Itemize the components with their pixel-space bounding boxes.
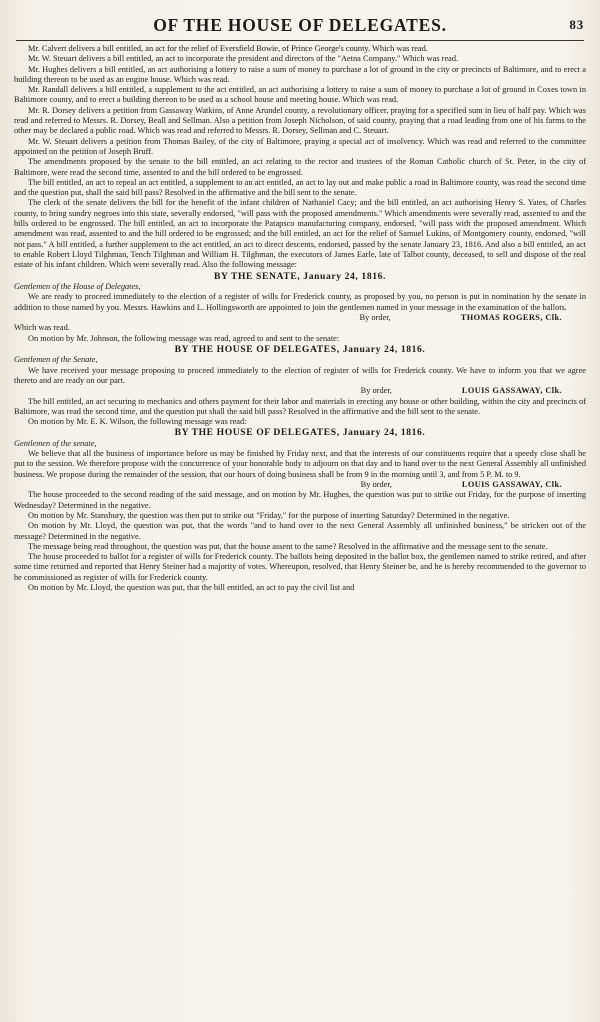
by-order-label: By order, bbox=[360, 480, 392, 490]
message-signature bbox=[14, 313, 586, 323]
page-header bbox=[14, 10, 586, 40]
message-text: We have received your message proposing to proceed immediately to the election of register of wills for Frederick county. We have to inform you that we agree thereto and are ready on our part. bbox=[14, 365, 586, 385]
message-heading: BY THE HOUSE OF DELEGATES, January 24, 1816. bbox=[174, 343, 426, 355]
message-signature bbox=[14, 480, 586, 490]
paragraph: Mr. W. Steuart delivers a bill entitled, an act to incorporate the president and directors of the "Aetna Company." Which was read. bbox=[28, 54, 459, 64]
page-number: 83 bbox=[569, 17, 584, 32]
paragraph: Mr. Hughes delivers a bill entitled, an act authorising a lottery to raise a sum of money to purchase a lot of ground in the city or precincts of Baltimore, and to erect a building thereon to be used as an engine house. Which was read. bbox=[14, 64, 586, 84]
message-text: We believe that all the business of importance before us may be finished by Friday next, and that the interests of our constituents require that a speedy close shall be put to the session. We therefore propose with the concurrence of your honorable body to adjourn on that day and to hand over to the next General Assembly all unfinished business. We propose during the remainder of the session, that our hours of doing business shall be from 9 in the morning until 3, and from 5 P. M. to 9. bbox=[14, 449, 586, 479]
by-order-label: By order, bbox=[360, 386, 392, 396]
message-salutation: Gentlemen of the House of Delegates, bbox=[14, 282, 141, 292]
running-title: OF THE HOUSE OF DELEGATES. bbox=[153, 15, 447, 35]
paragraph: The amendments proposed by the senate to the bill entitled, an act relating to the rector and trustees of the Roman Catholic church of St. Peter, in the city of Baltimore, were read the second time, assented to and the bill ordered to be engrossed. bbox=[14, 157, 586, 177]
paragraph: On motion by Mr. Lloyd, the question was put, that the words "and to hand over to the next General Assembly all unfinished business," be stricken out of the message? Determined in the negative. bbox=[14, 521, 586, 541]
message-heading: BY THE SENATE, January 24, 1816. bbox=[213, 270, 387, 282]
message-signature bbox=[14, 386, 586, 396]
paragraph: Mr. Randall delivers a bill entitled, a supplement to the act entitled, an act authorising a lottery to raise a sum of money to purchase a lot of ground in Coxes town in Baltimore county, and to erect a building thereon to be used as a school house and meeting house. Which was read. bbox=[14, 85, 586, 105]
message-salutation: Gentlemen of the senate, bbox=[14, 438, 97, 448]
paragraph: The clerk of the senate delivers the bill for the benefit of the infant children of Nathaniel Cacy; and the bill entitled, an act authorising Henry S. Yates, of Charles county, to bring sundry negroes into this state, severally endorsed, "will pass with the proposed amendments." Which amendments were severally read, assented to and the bills ordered to be engrossed. The bill entitled, an act to incorporate the Patapsco manufacturing company, endorsed, "will pass with the proposed amendment. Which amendment was read, assented to and the bill ordered to be engrossed; and the bill entitled, an act for the relief of Samuel Lukins, of Montgomery county, endorsed, "will not pass." A bill entitled, a further supplement to the act entitled, an act to direct descents, endorsed, passed by the senate January 23, 1816. And also a bill entitled, an act to enable Robert Lloyd Tilghman, Tench Tilghman and William H. Tilghman, the executors of James Earle, late of Talbot county, deceased, to sell and dispose of the real estate of his infant children. Which were severally read. Also the following message: bbox=[14, 198, 586, 270]
paragraph: Mr. W. Steuart delivers a petition from Thomas Bailey, of the city of Baltimore, praying a special act of insolvency. Which was read and referred to the committee appointed on the petition of Joseph Bruff. bbox=[14, 136, 586, 156]
clerk-name: LOUIS GASSAWAY, Clk. bbox=[461, 386, 562, 396]
paragraph: The house proceeded to the second reading of the said message, and on motion by Mr. Hughes, the question was put to strike out Friday, for the purpose of inserting Wednesday? Determined in the negative. bbox=[14, 490, 586, 510]
paragraph: The house proceeded to ballot for a register of wills for Frederick county. The ballots being deposited in the ballot box, the gentlemen named to strike retired, and after some time returned and reported that Henry Steiner had a majority of votes. Whereupon, resolved, that Henry Steiner be, and he is hereby recommended to the governor to be commissioned as register of wills for Frederick county. bbox=[14, 552, 586, 582]
clerk-name: LOUIS GASSAWAY, Clk. bbox=[461, 480, 562, 490]
paragraph: On motion by Mr. Stansbury, the question was then put to strike out "Friday," for the purpose of inserting Saturday? Determined in the negative. bbox=[28, 510, 510, 520]
clerk-name: THOMAS ROGERS, Clk. bbox=[460, 312, 562, 322]
message-text: We are ready to proceed immediately to the election of a register of wills for Frederick county, as proposed by you, no person is put in nomination by the senate in addition to those named by you. Messrs. Hawkins and L. Hollingsworth are appointed to join the gentlemen named in your message in the examination of the ballots. bbox=[14, 292, 586, 312]
paragraph: On motion by Mr. Lloyd, the question was put, that the bill entitled, an act to pay the civil list and bbox=[28, 583, 355, 593]
paragraph: The message being read throughout, the question was put, that the house assent to the same? Resolved in the affirmative and the message sent to the senate. bbox=[28, 541, 548, 551]
paragraph: On motion by Mr. Johnson, the following message was read, agreed to and sent to the senate: bbox=[28, 333, 340, 343]
paragraph: On motion by Mr. E. K. Wilson, the following message was read: bbox=[28, 417, 247, 427]
paragraph: Mr. Calvert delivers a bill entitled, an act for the relief of Eversfield Bowie, of Prince George's county. Which was read. bbox=[28, 44, 428, 53]
message-heading: BY THE HOUSE OF DELEGATES, January 24, 1816. bbox=[174, 427, 426, 439]
header-rule bbox=[16, 40, 584, 41]
paragraph: Which was read. bbox=[14, 323, 70, 333]
paragraph: Mr. R. Dorsey delivers a petition from Gassaway Watkins, of Anne Arundel county, a revolutionary officer, praying for a specified sum in lieu of half pay. Which was read and referred to Messrs. R. Dorsey, Beall and Sellman. Also a petition from Joseph Nicholson, of said county, praying that a road leading from one of his farms to the other may be declared a public road. Which was read and referred to Messrs. R. Dorsey, Sellman and C. Steuart. bbox=[14, 105, 586, 136]
document-body bbox=[14, 44, 586, 593]
message-salutation: Gentlemen of the Senate, bbox=[14, 355, 98, 365]
paragraph: The bill entitled, an act to repeal an act entitled, a supplement to an act entitled, an act to lay out and make public a road in Baltimore county, was read the second time and the question put, shall the said bill pass? Resolved in the affirmative and the bill sent to the senate. bbox=[14, 177, 586, 198]
by-order-label: By order, bbox=[359, 312, 391, 322]
paragraph: The bill entitled, an act securing to mechanics and others payment for their labor and materials in erecting any house or other building, within the city and precincts of Baltimore, was read the second time, and the question put shall the said bill pass? Resolved in the affirmative and the bill sent to the senate. bbox=[14, 396, 586, 416]
